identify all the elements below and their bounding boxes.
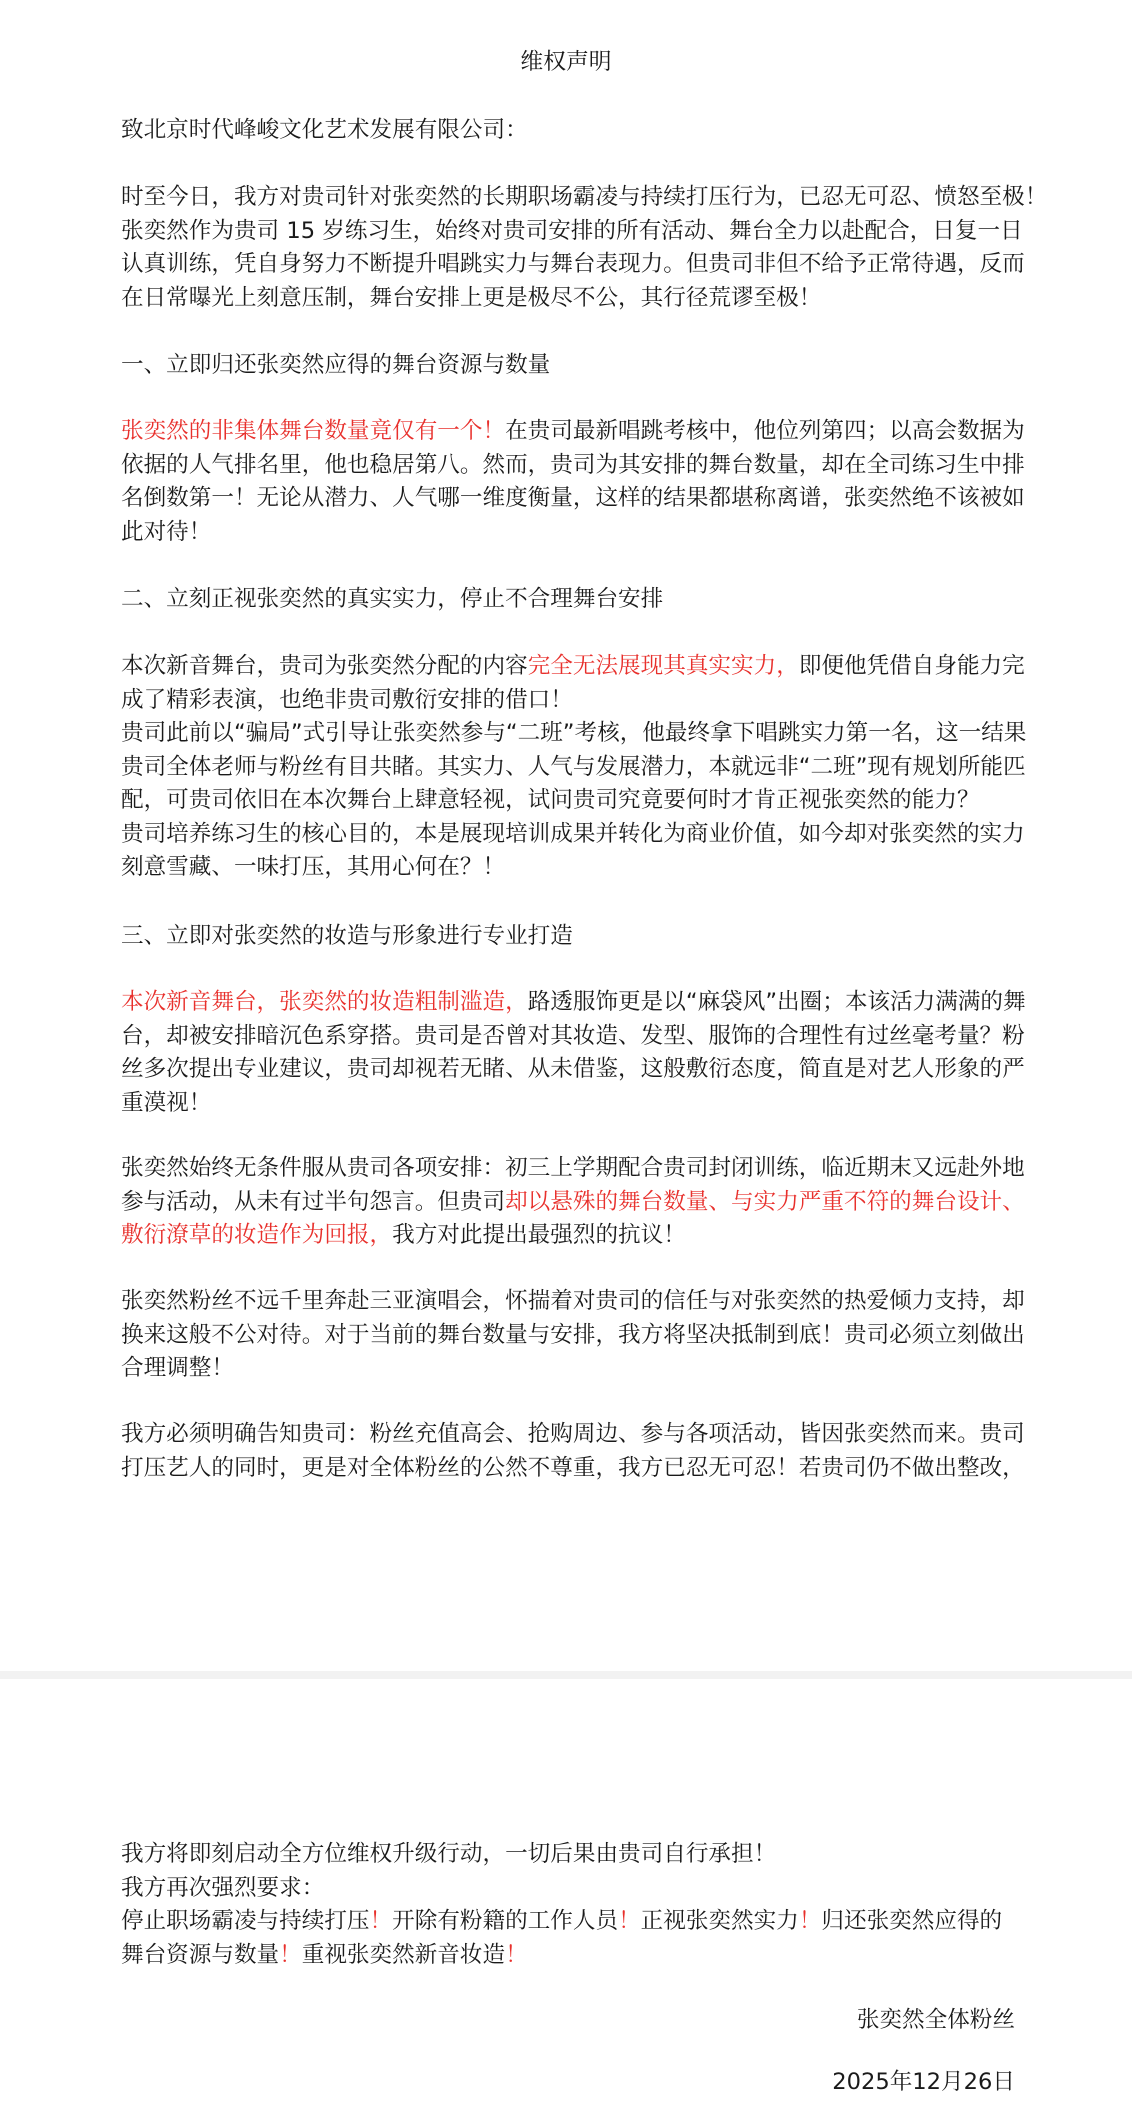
text-segment: 三、立即对张奕然的妆造与形象进行专业打造	[121, 923, 573, 949]
text-line	[121, 482, 1025, 516]
text-segment: 配，可贵司依旧在本次舞台上肆意轻视，试问贵司究竟要何时才肯正视张奕然的能力？	[121, 787, 980, 813]
highlighted-text: 完全无法展现其真实实力，	[527, 653, 799, 679]
paragraph-notice	[121, 1418, 1025, 1485]
highlighted-text: ！	[279, 1941, 302, 1968]
text-line	[121, 818, 1025, 852]
text-line	[121, 349, 1021, 383]
text-line	[121, 717, 1027, 751]
text-segment: 一、立即归还张奕然应得的舞台资源与数量	[121, 352, 551, 378]
text-segment: 路透服饰更是以“麻袋风”出圈；本该活力满满的舞	[527, 989, 1026, 1015]
text-segment: 打压艺人的同时，更是对全体粉丝的公然不尊重，我方已忍无可忍！若贵司仍不做出整改，	[121, 1454, 1025, 1481]
paragraph-section-1	[121, 415, 1025, 549]
page-separator	[0, 1671, 1132, 1679]
paragraph-obedience	[121, 1152, 1025, 1253]
text-line	[121, 215, 1021, 249]
document-title: 维权声明	[520, 49, 612, 75]
paragraph-section-2	[121, 650, 1027, 885]
text-segment: 合理调整！	[121, 1355, 234, 1381]
text-segment: 二、立刻正视张奕然的真实实力，停止不合理舞台安排	[121, 586, 664, 612]
text-segment: 贵司培养练习生的核心目的，本是展现培训成果并转化为商业价值，如今却对张奕然的实力	[121, 820, 1025, 847]
text-segment: 重视张奕然新音妆造	[301, 1941, 506, 1968]
text-line	[121, 1087, 1021, 1121]
text-line	[121, 986, 1026, 1020]
text-line	[121, 449, 1025, 483]
text-line	[121, 1452, 1025, 1486]
highlighted-text: 敷衍潦草的妆造作为回报，	[121, 1222, 393, 1248]
text-segment: 认真训练，凭自身努力不断提升唱跳实力与舞台表现力。但贵司非但不给予正常待遇，反而	[121, 251, 1025, 277]
highlighted-text: ！	[369, 1908, 393, 1934]
paragraph-intro	[121, 181, 1048, 315]
text-line	[121, 1838, 1021, 1872]
text-segment: 我方再次强烈要求：	[121, 1874, 325, 1901]
text-segment: 成了精彩表演，也绝非贵司敷衍安排的借口！	[121, 686, 573, 713]
text-line	[121, 1352, 1021, 1386]
text-line	[121, 1285, 1025, 1319]
text-line	[121, 1219, 1021, 1253]
text-segment: 我方将即刻启动全方位维权升级行动，一切后果由贵司自行承担！	[121, 1841, 777, 1867]
salutation-text: 致北京时代峰峻文化艺术发展有限公司：	[121, 117, 528, 143]
paragraph-section-3	[121, 986, 1026, 1120]
text-segment: 张奕然粉丝不远千里奔赴三亚演唱会，怀揣着对贵司的信任与对张奕然的热爱倾力支持，却	[121, 1288, 1025, 1314]
highlighted-text: ！	[618, 1908, 641, 1934]
text-line	[121, 784, 1021, 818]
paragraph-fans	[121, 1285, 1025, 1386]
text-line	[121, 920, 1021, 954]
text-segment: 张奕然作为贵司 15 岁练习生，始终对贵司安排的所有活动、舞台全力以赴配合，日复一日	[121, 217, 1023, 244]
text-line	[121, 650, 1025, 684]
heading-section-2	[121, 583, 1021, 617]
text-line	[121, 282, 1021, 316]
highlighted-text: ！	[505, 1941, 528, 1968]
text-segment: 台，却被安排暗沉色系穿搭。贵司是否曾对其妆造、发型、服饰的合理性有过丝毫考量？粉	[121, 1022, 1025, 1049]
text-line	[121, 1020, 1025, 1054]
paragraph-demands	[121, 1838, 1021, 1972]
signature: 张奕然全体粉丝	[856, 2007, 1015, 2033]
highlighted-text: ！	[798, 1908, 822, 1934]
text-line	[121, 684, 1021, 718]
text-line	[121, 851, 1021, 885]
text-segment: 我方对此提出最强烈的抗议！	[392, 1222, 686, 1248]
text-segment: 本次新音舞台，贵司为张奕然分配的内容	[121, 653, 528, 679]
text-line	[121, 1319, 1025, 1353]
text-segment: 在日常曝光上刻意压制，舞台安排上更是极尽不公，其行径荒谬至极！	[121, 284, 822, 311]
text-line	[121, 516, 1021, 550]
text-line	[121, 415, 1025, 449]
text-line	[121, 1053, 1025, 1087]
text-segment: 名倒数第一！无论从潜力、人气哪一维度衡量，这样的结果都堪称离谱，张奕然绝不该被如	[121, 485, 1025, 511]
text-segment: 即便他凭借自身能力完	[798, 653, 1025, 679]
text-segment: 依据的人气排名里，他也稳居第八。然而，贵司为其安排的舞台数量，却在全司练习生中排	[121, 451, 1025, 478]
heading-section-1	[121, 349, 1021, 383]
text-segment: 舞台资源与数量	[121, 1941, 280, 1968]
text-segment: 归还张奕然应得的	[821, 1908, 1003, 1934]
text-line	[121, 583, 1021, 617]
text-segment: 换来这般不公对待。对于当前的舞台数量与安排，我方将坚决抵制到底！贵司必须立刻做出	[121, 1321, 1025, 1348]
text-segment: 在贵司最新唱跳考核中，他位列第四；以高会数据为	[505, 418, 1025, 444]
text-segment: 贵司此前以“骗局”式引导让张奕然参与“二班”考核，他最终拿下唱跳实力第一名，这一结果	[121, 720, 1027, 746]
text-line	[121, 1418, 1025, 1452]
text-line	[121, 1152, 1025, 1186]
text-line	[121, 1939, 1021, 1973]
text-line	[121, 1872, 1021, 1906]
text-segment: 此对待！	[121, 518, 212, 545]
text-segment: 我方必须明确告知贵司：粉丝充值高会、抢购周边、参与各项活动，皆因张奕然而来。贵司	[121, 1421, 1025, 1447]
text-line	[121, 1186, 1025, 1220]
text-segment: 时至今日，我方对贵司针对张奕然的长期职场霸凌与持续打压行为，已忍无可忍、愤怒至极！	[121, 184, 1048, 210]
salutation	[121, 114, 1021, 148]
date: 2025年12月26日	[832, 2069, 1015, 2095]
heading-section-3	[121, 920, 1021, 954]
text-segment: 贵司全体老师与粉丝有目共睹。其实力、人气与发展潜力，本就远非“二班”现有规划所能匹	[121, 753, 1026, 780]
text-line	[121, 1905, 1021, 1939]
text-line	[121, 248, 1025, 282]
text-segment: 张奕然始终无条件服从贵司各项安排：初三上学期配合贵司封闭训练，临近期末又远赴外地	[121, 1155, 1025, 1181]
text-segment: 丝多次提出专业建议，贵司却视若无睹、从未借鉴，这般敷衍态度，简直是对艺人形象的严	[121, 1056, 1025, 1082]
text-segment: 参与活动，从未有过半句怨言。但贵司	[121, 1188, 506, 1215]
text-segment: 刻意雪藏、一味打压，其用心何在？！	[121, 854, 506, 880]
text-line	[121, 181, 1048, 215]
text-segment: 重漠视！	[121, 1089, 212, 1116]
highlighted-text: 张奕然的非集体舞台数量竟仅有一个！	[121, 418, 506, 444]
text-line	[121, 751, 1026, 785]
highlighted-text: 本次新音舞台，张奕然的妆造粗制滥造，	[121, 989, 528, 1015]
text-segment: 开除有粉籍的工作人员	[392, 1908, 619, 1934]
highlighted-text: 却以悬殊的舞台数量、与实力严重不符的舞台设计、	[505, 1188, 1025, 1215]
text-segment: 正视张奕然实力	[640, 1908, 799, 1934]
text-segment: 停止职场霸凌与持续打压	[121, 1908, 370, 1934]
